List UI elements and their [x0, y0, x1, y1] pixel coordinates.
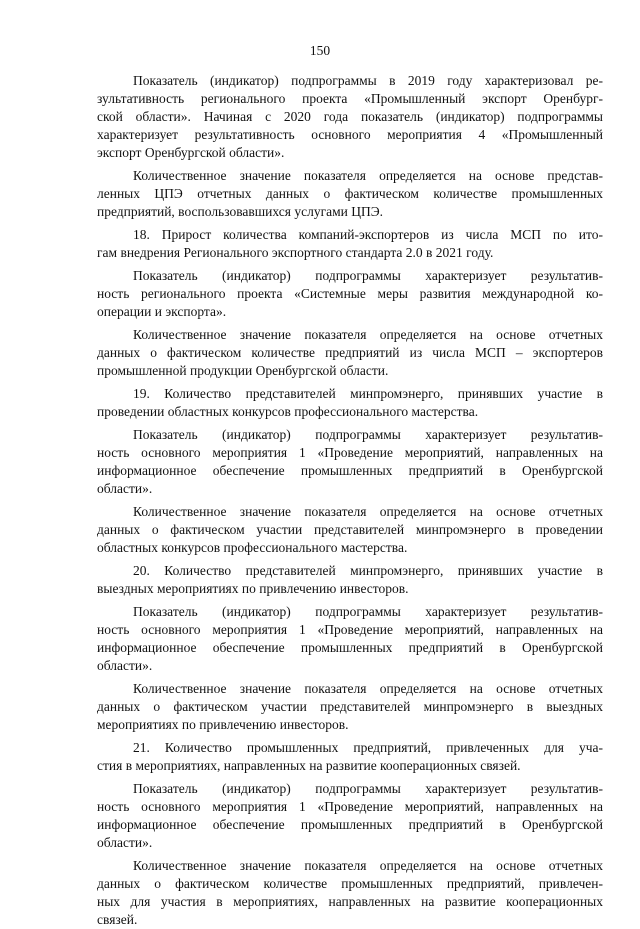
paragraph: [97, 72, 603, 162]
text-line: Показатель (индикатор) подпрограммы характеризует результатив-: [133, 781, 603, 796]
text-line: связей.: [97, 912, 138, 927]
paragraph: [97, 426, 603, 498]
paragraph: [97, 680, 603, 734]
text-line: выездных мероприятиях по привлечению инвесторов.: [97, 581, 409, 596]
paragraph: [97, 167, 603, 221]
text-line: области».: [97, 658, 153, 673]
text-line: экспорт Оренбургской области».: [97, 145, 285, 160]
text-line: Количественное значение показателя определяется на основе отчетных: [133, 858, 603, 873]
text-line: данных о фактическом участии представителей минпромэнерго в проведении: [97, 522, 603, 537]
text-line: Показатель (индикатор) подпрограммы характеризует результатив-: [133, 268, 603, 283]
paragraph: [97, 780, 603, 852]
text-line: данных о фактическом участии представителей минпромэнерго в выездных: [97, 699, 603, 714]
text-line: стия в мероприятиях, направленных на развитие кооперационных связей.: [97, 758, 521, 773]
text-line: Показатель (индикатор) подпрограммы характеризует результатив-: [133, 604, 603, 619]
text-line: информационное обеспечение промышленных предприятий в Оренбургской: [97, 463, 603, 478]
document-body: [97, 72, 603, 929]
text-line: ность основного мероприятия 1 «Проведение мероприятий, направленных на: [97, 799, 603, 814]
paragraph: [97, 739, 603, 775]
text-line: информационное обеспечение промышленных предприятий в Оренбургской: [97, 817, 603, 832]
paragraph: [97, 857, 603, 929]
text-line: Количественное значение показателя определяется на основе отчетных: [133, 327, 603, 342]
paragraph: [97, 326, 603, 380]
text-line: характеризует результативность основного мероприятия 4 «Промышленный: [97, 127, 603, 142]
paragraph: [97, 603, 603, 675]
text-line: 20. Количество представителей минпромэнерго, принявших участие в: [133, 563, 603, 578]
text-line: области».: [97, 835, 153, 850]
text-line: ность регионального проекта «Системные меры развития международной ко-: [97, 286, 603, 301]
text-line: проведении областных конкурсов профессионального мастерства.: [97, 404, 479, 419]
text-line: Количественное значение показателя определяется на основе отчетных: [133, 504, 603, 519]
text-line: предприятий, воспользовавшихся услугами ЦПЭ.: [97, 204, 384, 219]
paragraph: [97, 503, 603, 557]
text-line: Показатель (индикатор) подпрограммы характеризует результатив-: [133, 427, 603, 442]
text-line: данных о фактическом количестве предприятий из числа МСП – экспортеров: [97, 345, 603, 360]
text-line: ской области». Начиная с 2020 года показатель (индикатор) подпрограммы: [97, 109, 603, 124]
paragraph: [97, 226, 603, 262]
text-line: зультативность регионального проекта «Промышленный экспорт Оренбург-: [97, 91, 603, 106]
text-line: ленных ЦПЭ отчетных данных о фактическом количестве промышленных: [97, 186, 603, 201]
text-line: областных конкурсов профессионального мастерства.: [97, 540, 408, 555]
text-line: Количественное значение показателя определяется на основе представ-: [133, 168, 603, 183]
text-line: промышленной продукции Оренбургской области.: [97, 363, 389, 378]
text-line: 21. Количество промышленных предприятий, привлеченных для уча-: [133, 740, 603, 755]
page-number: 150: [309, 43, 331, 58]
text-line: ность основного мероприятия 1 «Проведение мероприятий, направленных на: [97, 622, 603, 637]
text-line: 19. Количество представителей минпромэнерго, принявших участие в: [133, 386, 603, 401]
paragraph: [97, 385, 603, 421]
text-line: информационное обеспечение промышленных предприятий в Оренбургской: [97, 640, 603, 655]
text-line: Количественное значение показателя определяется на основе отчетных: [133, 681, 603, 696]
paragraph: [97, 562, 603, 598]
text-line: гам внедрения Регионального экспортного стандарта 2.0 в 2021 году.: [97, 245, 494, 260]
text-line: данных о фактическом количестве промышленных предприятий, привлечен-: [97, 876, 603, 891]
text-line: ность основного мероприятия 1 «Проведение мероприятий, направленных на: [97, 445, 603, 460]
text-line: Показатель (индикатор) подпрограммы в 2019 году характеризовал ре-: [133, 73, 603, 88]
text-line: операции и экспорта».: [97, 304, 227, 319]
text-line: 18. Прирост количества компаний-экспортеров из числа МСП по ито-: [133, 227, 603, 242]
text-line: области».: [97, 481, 153, 496]
text-line: ных для участия в мероприятиях, направленных на развитие кооперационных: [97, 894, 603, 909]
paragraph: [97, 267, 603, 321]
text-line: мероприятиях по привлечению инвесторов.: [97, 717, 349, 732]
